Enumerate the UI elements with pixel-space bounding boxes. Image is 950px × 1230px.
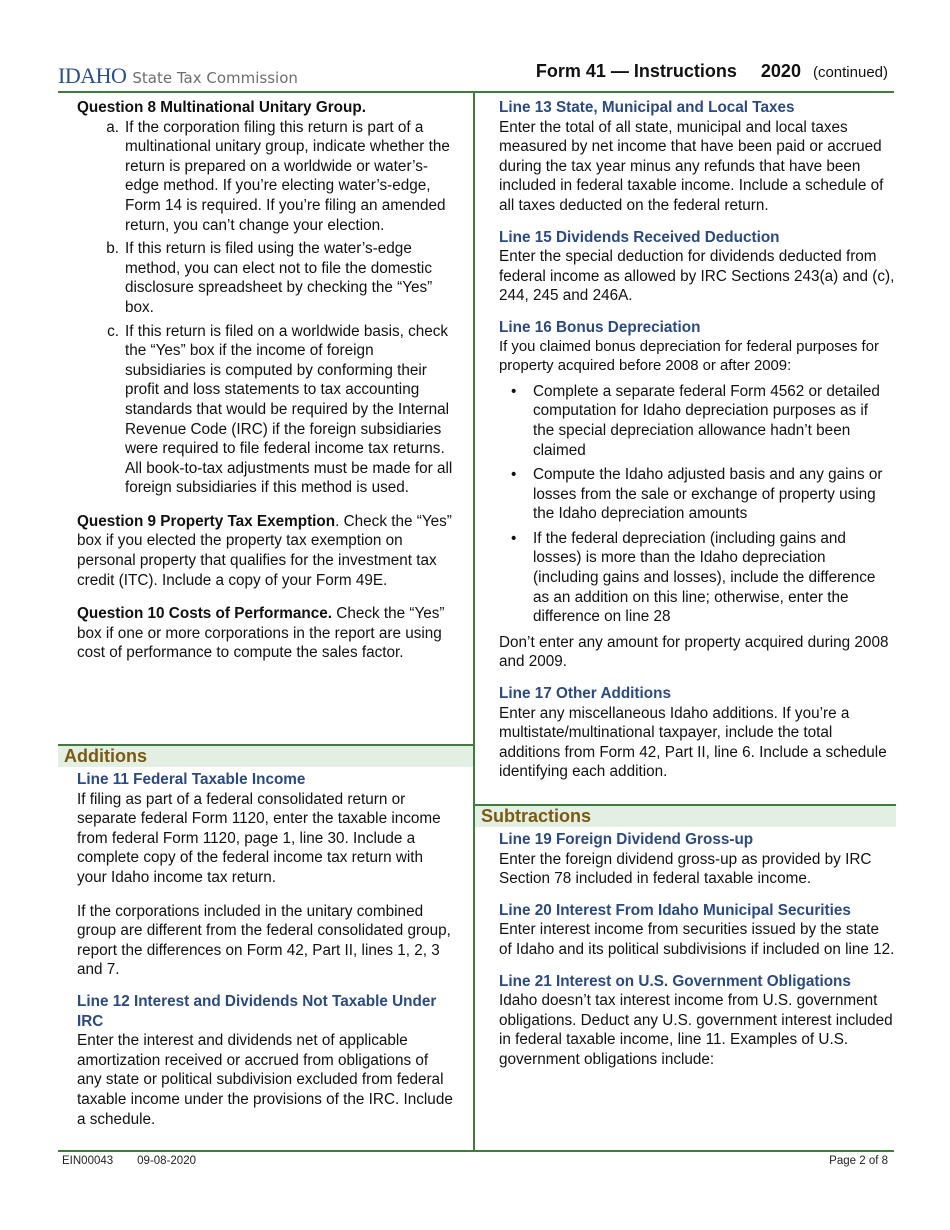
right-column-lower	[499, 830, 895, 1082]
item-letter: b.	[106, 240, 119, 258]
line16-intro: If you claimed bonus depreciation for federal purposes for property acquired before 2008 or after 2009:	[499, 338, 879, 375]
header-rule	[58, 91, 894, 93]
left-column-lower	[77, 770, 457, 1141]
item-letter: a.	[106, 118, 119, 136]
item-text: If this return is filed using the water’s-edge method, you can elect not to file the domestic disclosure spreadsheet by checking the “Yes” box.	[125, 240, 433, 316]
bullet-text: Compute the Idaho adjusted basis and any gains or losses from the sale or exchange of property using the Idaho depreciation amounts	[533, 466, 883, 523]
list-item	[77, 118, 457, 236]
agency-name: State Tax Commission	[132, 69, 298, 87]
right-column	[499, 98, 895, 794]
line15-text: Enter the special deduction for dividends deducted from federal income as allowed by IRC Sections 243(a) and (c), 244, 245 and 246A.	[499, 248, 895, 305]
line12-title: Line 12 Interest and Dividends Not Taxable Under IRC	[77, 992, 437, 1030]
line11-section	[77, 770, 457, 980]
line15-section	[499, 228, 895, 306]
line12-section	[77, 992, 457, 1129]
line17-section	[499, 684, 895, 782]
column-divider	[473, 92, 475, 1152]
line16-title: Line 16 Bonus Depreciation	[499, 318, 701, 336]
list-item	[77, 322, 457, 498]
line20-text: Enter interest income from securities issued by the state of Idaho and its political subdivisions if included on line 12.	[499, 921, 895, 958]
revision-date: 09-08-2020	[137, 1155, 196, 1167]
line13-text: Enter the total of all state, municipal and local taxes measured by net income that have been paid or accrued during the tax year minus any refunds that have been included in federal taxable income. Include a schedule of all taxes deducted on the federal return.	[499, 118, 884, 214]
line17-text: Enter any miscellaneous Idaho additions. If you’re a multistate/multinational taxpayer, include the total additions from Form 42, Part II, line 6. Include a schedule identifying each addition.	[499, 704, 887, 781]
q8-title: Question 8 Multinational Unitary Group.	[77, 99, 366, 116]
list-item	[499, 465, 895, 524]
line21-section	[499, 972, 895, 1070]
left-column	[77, 98, 457, 677]
list-item	[77, 239, 457, 317]
list-item	[499, 529, 895, 627]
continued-label: (continued)	[812, 64, 888, 81]
page-number: Page 2 of 8	[829, 1155, 888, 1167]
form-title: Form 41 — Instructions	[535, 61, 737, 81]
agency-logo	[58, 63, 298, 88]
q9-paragraph	[77, 512, 457, 590]
q10-text: Check the “Yes” box if one or more corporations in the report are using cost of performance to compute the sales factor.	[77, 605, 445, 662]
line16-bullets	[499, 382, 895, 627]
line21-title: Line 21 Interest on U.S. Government Obligations	[499, 972, 851, 990]
tax-year: 2020	[760, 61, 801, 81]
line13-section	[499, 98, 895, 216]
additions-section-heading	[58, 744, 473, 767]
line11-text2: If the corporations included in the unitary combined group are different from the federal consolidated group, report the differences on Form 42, Part II, lines 1, 2, 3 and 7.	[77, 902, 451, 979]
bullet-icon: •	[511, 529, 517, 547]
q9-text: . Check the “Yes” box if you elected the property tax exemption on personal property that qualifies for the investment tax credit (ITC). Include a copy of your Form 49E.	[77, 512, 452, 589]
subtractions-section-heading	[475, 804, 896, 827]
line11-title: Line 11 Federal Taxable Income	[77, 771, 306, 788]
q10-title: Question 10 Costs of Performance.	[77, 605, 333, 623]
line20-title: Line 20 Interest From Idaho Municipal Securities	[499, 901, 851, 919]
bullet-text: If the federal depreciation (including gains and losses) is more than the Idaho depreciation (including gains and losses), include the difference as an addition on this line; otherwise, enter the difference on line 28	[533, 529, 876, 626]
footer-rule	[58, 1150, 894, 1152]
line12-text: Enter the interest and dividends net of applicable amortization received or accrued from obligations of any state or political subdivision excluded from federal taxable income under the provisions of the IRC. Include a schedule.	[77, 1032, 453, 1128]
q9-title: Question 9 Property Tax Exemption	[77, 512, 336, 530]
item-text: If this return is filed on a worldwide basis, check the “Yes” box if the income of foreign subsidiaries is computed by conforming their profit and loss statements to tax accounting standards that would be required by the Internal Revenue Code (IRC) if the foreign subsidiaries were required to file federal income tax returns. All book-to-tax adjustments must be made for all foreign subsidiaries if this method is used.	[125, 322, 453, 497]
footer-left	[62, 1155, 196, 1167]
line19-section	[499, 830, 895, 889]
line21-text: Idaho doesn’t tax interest income from U.S. government obligations. Deduct any U.S. government interest included in federal taxable income, line 11. Examples of U.S. government obligations include:	[499, 992, 893, 1068]
line16-section	[499, 318, 895, 672]
list-item	[499, 382, 895, 460]
line20-section	[499, 901, 895, 960]
form-code: EIN00043	[62, 1155, 114, 1167]
logo-wordmark: IDAHO	[58, 63, 127, 88]
line13-title: Line 13 State, Municipal and Local Taxes	[499, 99, 795, 116]
line16-outro: Don’t enter any amount for property acquired during 2008 and 2009.	[499, 633, 889, 671]
line15-title: Line 15 Dividends Received Deduction	[499, 228, 780, 246]
line19-text: Enter the foreign dividend gross-up as provided by IRC Section 78 included in federal taxable income.	[499, 850, 872, 888]
section-label: Additions	[64, 746, 147, 766]
line17-title: Line 17 Other Additions	[499, 685, 671, 703]
bullet-icon: •	[511, 382, 517, 400]
item-text: If the corporation filing this return is part of a multinational unitary group, indicate whether the return is prepared on a worldwide or water’s-edge method. If you’re electing water’s-edge, Form 14 is required. If you’re filing an amended return, you can’t change your election.	[125, 118, 450, 234]
line11-text1: If filing as part of a federal consolidated return or separate federal Form 1120, enter the taxable income from federal Form 1120, page 1, line 30. Include a complete copy of the federal income tax return with your Idaho income tax return.	[77, 790, 441, 886]
item-letter: c.	[107, 322, 119, 340]
q10-paragraph	[77, 604, 457, 663]
q8-list	[77, 118, 457, 498]
bullet-icon: •	[511, 466, 517, 484]
line19-title: Line 19 Foreign Dividend Gross-up	[499, 831, 754, 848]
section-label: Subtractions	[481, 806, 592, 826]
bullet-text: Complete a separate federal Form 4562 or detailed computation for Idaho depreciation purposes as if the special depreciation allowance hadn’t been claimed	[533, 382, 880, 459]
document-title	[536, 61, 888, 82]
